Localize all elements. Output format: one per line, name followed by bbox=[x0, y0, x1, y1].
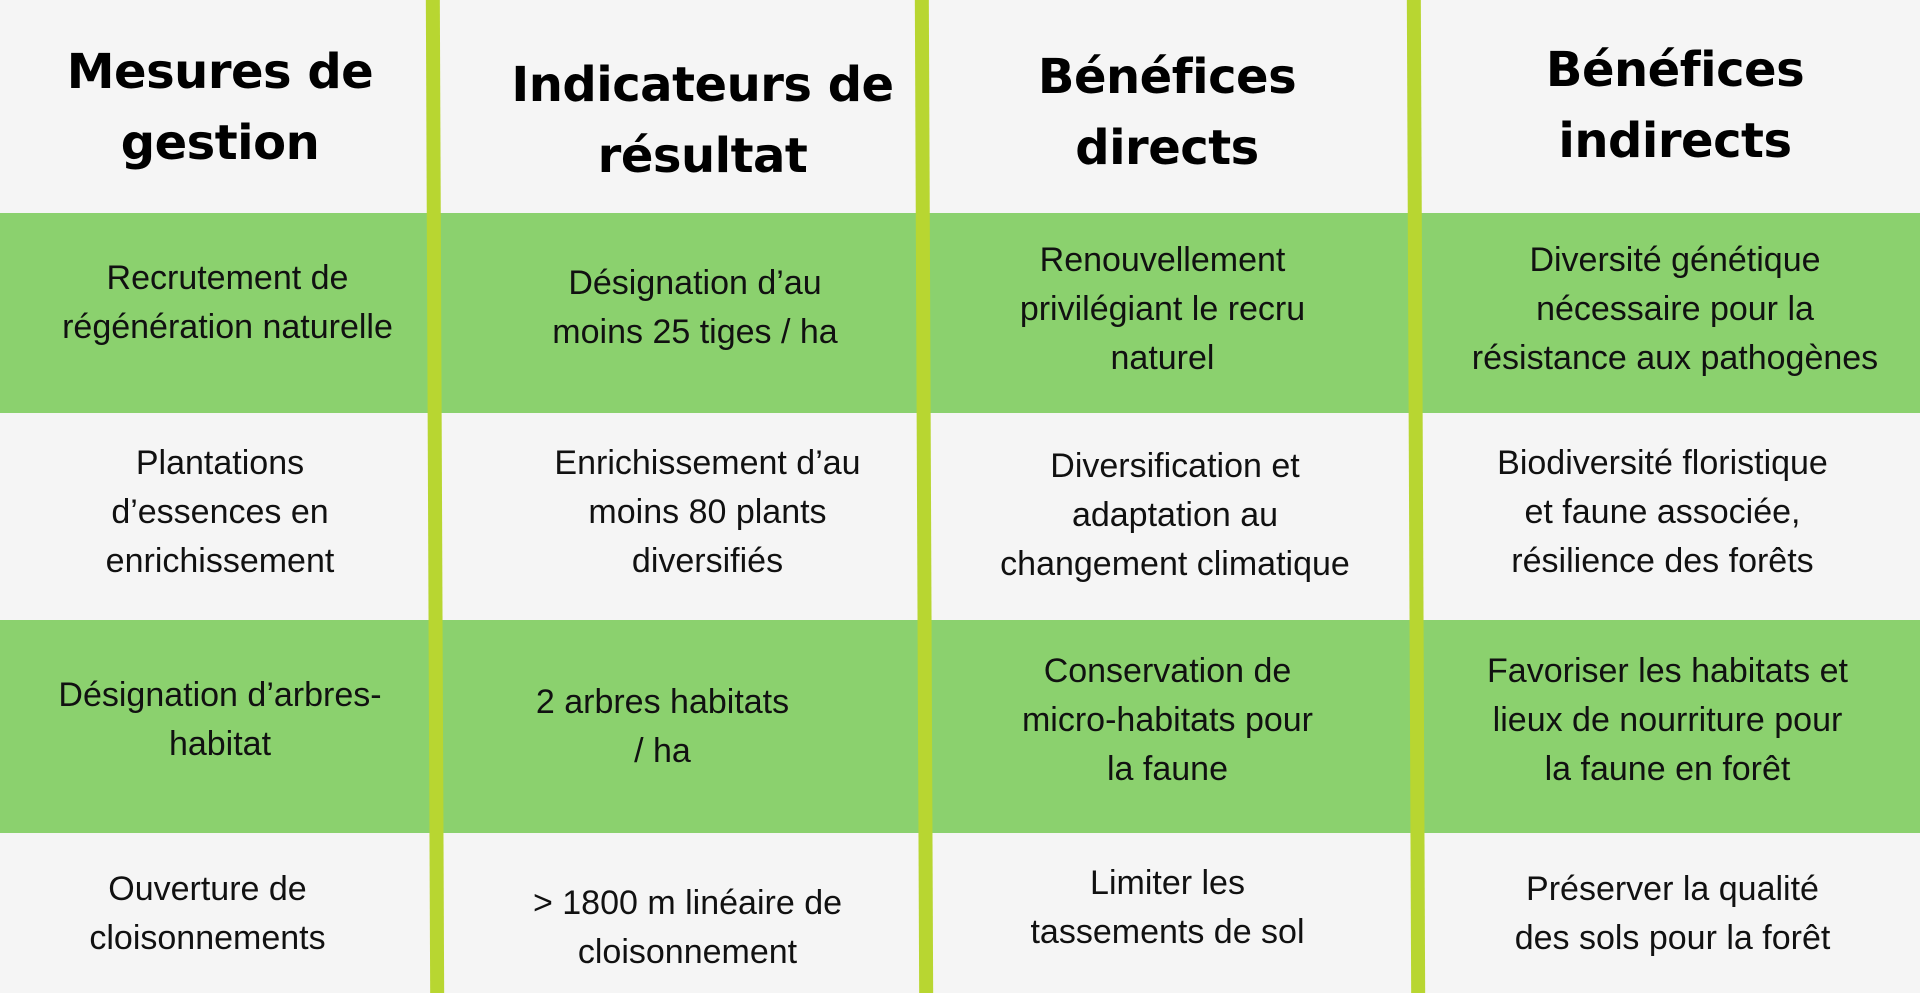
cell-text: Conservation de micro-habitats pour la faune bbox=[1021, 651, 1313, 788]
table-cell bbox=[480, 437, 935, 587]
table-cell bbox=[960, 440, 1390, 590]
cell-text: > 1800 m linéaire de cloisonnement bbox=[532, 884, 843, 971]
table-cell bbox=[940, 858, 1395, 958]
cell-text: Diversification et adaptation au changement climatique bbox=[1000, 446, 1350, 583]
table-cell bbox=[20, 253, 435, 353]
cell-text: Préserver la qualité des sols pour la forêt bbox=[1514, 870, 1831, 957]
column-header bbox=[1430, 33, 1920, 178]
table-cell bbox=[460, 878, 915, 978]
column-header-label: Bénéfices directs bbox=[1037, 48, 1297, 176]
table-cell bbox=[0, 670, 440, 770]
cell-text: Renouvellement privilégiant le recru naturel bbox=[1019, 240, 1306, 377]
table-cell bbox=[940, 234, 1385, 384]
cell-text: Enrichissement d’au moins 80 plants diversifiés bbox=[554, 443, 861, 580]
cell-text: 2 arbres habitats / ha bbox=[535, 683, 790, 770]
cell-text: Favoriser les habitats et lieux de nourriture pour la faune en forêt bbox=[1487, 651, 1848, 788]
column-header-label: Indicateurs de résultat bbox=[511, 56, 894, 184]
cell-text: Limiter les tassements de sol bbox=[1030, 864, 1305, 951]
cell-text: Désignation d’arbres- habitat bbox=[58, 676, 382, 763]
table-cell bbox=[470, 258, 920, 358]
table-cell bbox=[1430, 645, 1905, 795]
table-cell bbox=[1430, 437, 1895, 587]
table-cell bbox=[945, 645, 1390, 795]
table-cell bbox=[0, 864, 415, 964]
table-cell bbox=[1430, 234, 1920, 384]
table-cell bbox=[0, 437, 440, 587]
column-header-label: Mesures de gestion bbox=[66, 43, 374, 171]
cell-text: Désignation d’au moins 25 tiges / ha bbox=[552, 264, 838, 351]
cell-text: Recrutement de régénération naturelle bbox=[62, 259, 393, 346]
column-header bbox=[0, 35, 440, 180]
table-cell bbox=[430, 677, 895, 777]
cell-text: Plantations d’essences en enrichissement bbox=[105, 443, 335, 580]
column-header bbox=[932, 40, 1402, 185]
column-header bbox=[460, 48, 945, 193]
cell-text: Biodiversité floristique et faune associée, résilience des forêts bbox=[1497, 443, 1828, 580]
column-divider bbox=[1407, 0, 1425, 993]
cell-text: Diversité génétique nécessaire pour la résistance aux pathogènes bbox=[1471, 240, 1879, 377]
cell-text: Ouverture de cloisonnements bbox=[89, 870, 326, 957]
column-header-label: Bénéfices indirects bbox=[1545, 41, 1805, 169]
table-cell bbox=[1430, 864, 1915, 964]
